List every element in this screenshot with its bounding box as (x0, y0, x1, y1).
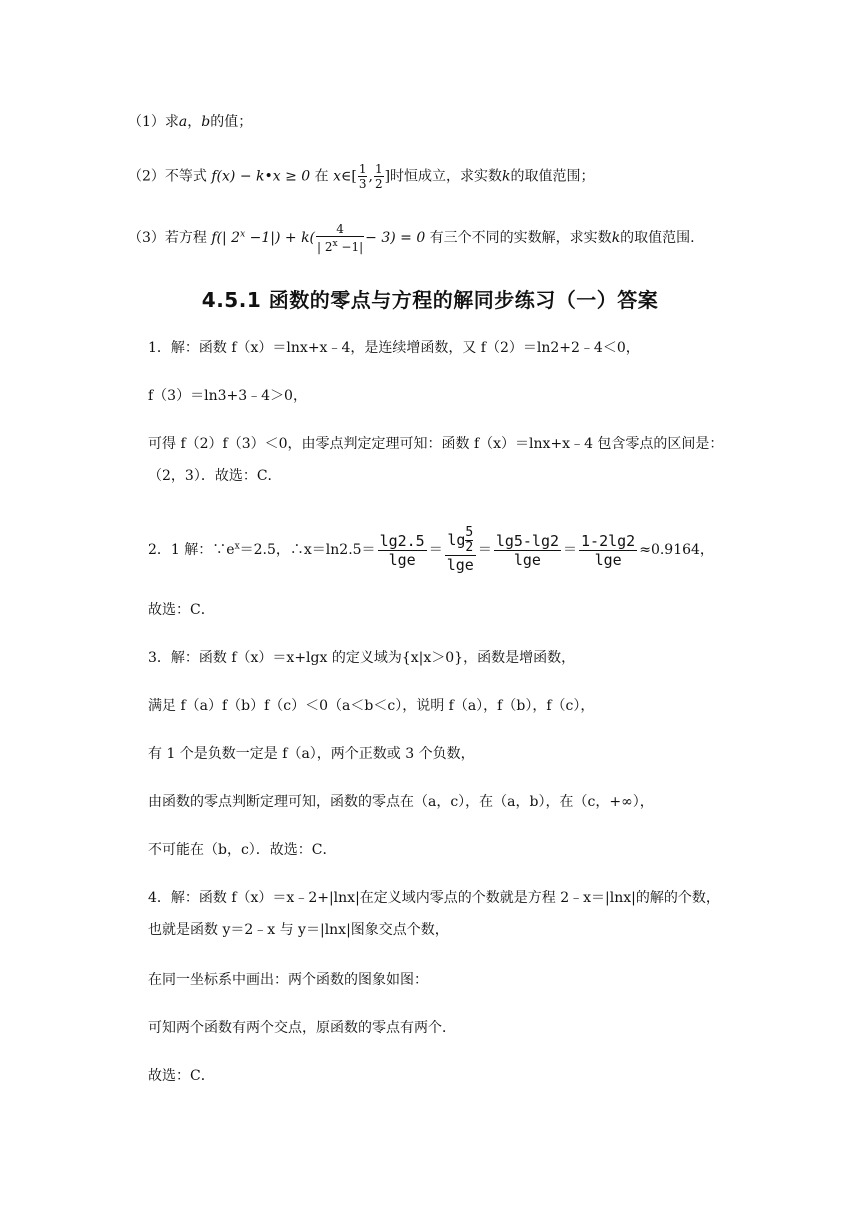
answer-4-line-3: 在同一坐标系中画出：两个函数的图象如图： (148, 972, 428, 988)
q2-suffix: 时恒成立，求实数 (390, 168, 503, 185)
answer-2-end: 故选：C． (148, 602, 215, 618)
q3-expr-right: − 3) = 0 (365, 230, 426, 246)
a2-eq1: ＝ (428, 542, 443, 558)
var-b: b (201, 114, 211, 130)
a2-fraction-4 (579, 532, 637, 569)
a2-f1-den: lge (388, 550, 416, 569)
a2-f2-num-lg: lg (447, 531, 466, 549)
a2-f2-small-fraction (465, 526, 473, 555)
q2-prefix: （2）不等式 (128, 168, 207, 185)
q3-fraction (316, 222, 364, 254)
q3-expr-mid: −1|) + k( (245, 230, 316, 246)
q2-f2-den: 2 (374, 177, 383, 191)
answer-3-line-1: 3．解：函数 f（x）＝x+lgx 的定义域为{x|x＞0}，函数是增函数， (148, 650, 576, 666)
q2-rbracket: ] (384, 168, 391, 185)
answer-1-line-3: 可得 f（2）f（3）＜0，由零点判定定理可知：函数 f（x）＝lnx+x﹣4 包含零点的区间是： (148, 436, 724, 452)
q3-end: 的取值范围. (620, 230, 695, 246)
q2-comma: , (368, 168, 373, 185)
q2-f1-den: 3 (358, 177, 367, 191)
a2-eq2: ＝ (477, 542, 492, 558)
q2-end: 的取值范围； (510, 168, 595, 185)
answer-1-line-4: （2，3）．故选：C． (148, 468, 282, 484)
q3-frac-den-end: −1| (337, 240, 364, 254)
q3-var-k: k (611, 230, 621, 246)
question-3 (128, 222, 695, 254)
answer-3-line-2: 满足 f（a）f（b）f（c）＜0（a＜b＜c），说明 f（a），f（b），f（c）， (148, 698, 595, 714)
answer-3-line-4: 由函数的零点判断定理可知，函数的零点在（a，c），在（a，b），在（c，+∞）， (148, 794, 654, 810)
a2-f2-small-num: 5 (465, 525, 474, 540)
a2-f3-den: lge (513, 550, 541, 569)
a2-fraction-2 (445, 526, 476, 574)
q3-expr-left-text: f(| 2 (211, 230, 241, 246)
a2-mid: ＝2.5，∴x＝ln2.5＝ (239, 542, 376, 558)
a2-f2-num (445, 526, 475, 555)
q2-var-k: k (502, 168, 511, 185)
var-a: a (178, 114, 188, 130)
a2-approx: ≈0.9164， (639, 542, 714, 558)
question-1 (128, 112, 252, 132)
q2-f1-num: 1 (358, 162, 367, 176)
q3-suffix: 有三个不同的实数解，求实数 (429, 230, 612, 246)
answer-4-line-1: 4．解：函数 f（x）＝x﹣2+|lnx|在定义域内零点的个数就是方程 2﹣x＝|lnx|的解的个数， (148, 890, 720, 906)
answer-3-line-5: 不可能在（b，c）．故选：C． (148, 842, 337, 858)
q1-prefix: （1）求 (128, 114, 179, 130)
q2-inequality: f(x) − k•x ≥ 0 (211, 168, 311, 185)
a2-f1-num: lg2.5 (379, 531, 425, 550)
q2-mid: 在 (314, 168, 329, 185)
q3-frac-den-sup: x (332, 239, 338, 249)
a2-fraction-3 (494, 532, 561, 569)
a2-fraction-1 (378, 532, 427, 569)
answer-title: 4.5.1 函数的零点与方程的解同步练习（一）答案 (201, 288, 659, 312)
a2-f4-den: lge (594, 550, 622, 569)
answer-4-line-5: 故选：C． (148, 1068, 215, 1084)
q3-expr-sup: x (240, 229, 246, 240)
q2-in-symbol: ∈ (341, 168, 352, 185)
q3-expr-left (211, 230, 315, 246)
answer-4-line-2: 也就是函数 y＝2﹣x 与 y＝|lnx|图象交点个数， (148, 922, 449, 938)
answer-1-line-1: 1．解：函数 f（x）＝lnx+x﹣4，是连续增函数，又 f（2）＝ln2+2﹣4＜0， (148, 340, 640, 356)
q2-var-x: x (333, 168, 341, 185)
a2-f3-num: lg5-lg2 (495, 531, 560, 550)
answer-2-line-1 (148, 526, 714, 574)
a2-f2-small-den: 2 (465, 540, 474, 555)
q2-f2-num: 1 (374, 162, 383, 176)
q3-frac-den (316, 237, 364, 254)
question-2 (128, 162, 595, 191)
answer-4-line-4: 可知两个函数有两个交点，原函数的零点有两个． (148, 1020, 456, 1036)
a2-eq3: ＝ (563, 542, 578, 558)
a2-f4-num: 1-2lg2 (581, 531, 636, 550)
q2-lbracket: [ (351, 168, 357, 185)
answer-1-line-2: f（3）＝ln3+3﹣4＞0， (148, 388, 307, 404)
a2-prefix: 2．1 解：∵e (148, 542, 235, 558)
q2-fraction-one-half (374, 162, 384, 191)
q3-prefix: （3）若方程 (128, 230, 207, 246)
q1-suffix: 的值； (210, 114, 253, 130)
q1-sep: ， (187, 114, 202, 130)
a2-sup: x (234, 541, 240, 552)
q3-frac-num: 4 (336, 222, 344, 236)
q2-fraction-one-third (358, 162, 368, 191)
answer-3-line-3: 有 1 个是负数一定是 f（a），两个正数或 3 个负数， (148, 746, 475, 762)
a2-f2-den: lge (446, 556, 474, 574)
q3-frac-den-text: | 2 (317, 240, 333, 254)
